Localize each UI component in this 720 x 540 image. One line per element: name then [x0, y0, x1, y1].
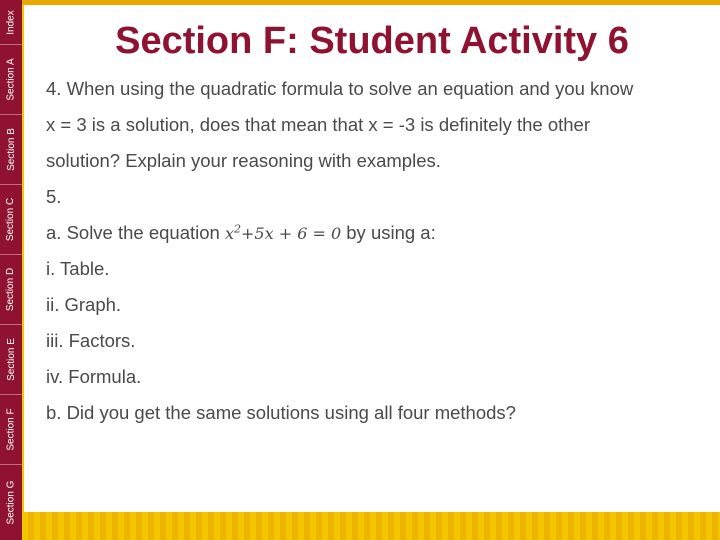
page-title: Section F: Student Activity 6: [115, 20, 629, 62]
tab-section-b[interactable]: [0, 114, 22, 185]
question-5a-prefix: a. Solve the equation: [46, 222, 225, 243]
method-factors: iii. Factors.: [46, 330, 136, 351]
question-4-line-1: 4. When using the quadratic formula to solve an equation and you know: [46, 78, 634, 99]
tab-section-f-label: Section F: [5, 407, 17, 451]
method-table: i. Table.: [46, 258, 110, 279]
equation: [225, 224, 341, 243]
equation-exponent: 2: [234, 222, 241, 236]
method-formula: iv. Formula.: [46, 366, 142, 387]
tab-section-d[interactable]: [0, 254, 22, 325]
tab-section-b-label: Section B: [5, 127, 17, 171]
question-5-number: 5.: [46, 186, 62, 207]
tab-section-c-label: Section C: [5, 197, 17, 241]
tab-section-a-label: Section A: [5, 57, 17, 101]
question-4-line-2: x = 3 is a solution, does that mean that x = -3 is definitely the other: [46, 114, 591, 135]
tab-section-f[interactable]: [0, 394, 22, 465]
section-sidebar: [0, 0, 22, 540]
tab-section-g-label: Section G: [5, 480, 17, 524]
tab-section-a[interactable]: [0, 44, 22, 115]
tab-index[interactable]: [0, 0, 22, 45]
tab-section-e[interactable]: [0, 324, 22, 395]
tab-section-e-label: Section E: [5, 337, 17, 381]
question-5b: b. Did you get the same solutions using all four methods?: [46, 402, 516, 423]
tab-section-g[interactable]: [0, 464, 22, 540]
method-graph: ii. Graph.: [46, 294, 122, 315]
equation-x: x: [224, 224, 234, 243]
question-5a-suffix: by using a:: [341, 222, 436, 243]
equation-rest: +5x + 6 = 0: [241, 224, 342, 243]
tab-section-d-label: Section D: [5, 267, 17, 311]
tab-index-label: Index: [5, 9, 17, 35]
tab-section-c[interactable]: [0, 184, 22, 255]
bottom-bar: [22, 512, 720, 540]
question-5a: [46, 222, 436, 244]
question-4-line-3: solution? Explain your reasoning with examples.: [46, 150, 441, 171]
